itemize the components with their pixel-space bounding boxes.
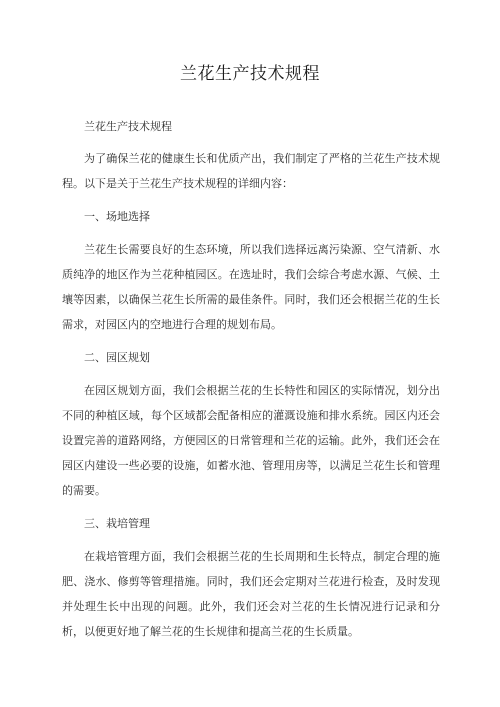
section-heading-cultivation-management: 三、栽培管理 <box>84 517 150 530</box>
cultivation-management-paragraph: 在栽培管理方面，我们会根据兰花的生长周期和生长特点，制定合理的施肥、浇水、修剪等管理措施。同时，我们还会定期对兰花进行检查，及时发现并处理生长中出现的问题。此外，我们还会对兰花的生长情况进行记录和分析，以便更好地了解兰花的生长规律和提高兰花的生长质量。 <box>62 550 440 638</box>
section-heading-site-selection: 一、场地选择 <box>84 210 150 223</box>
section-heading-park-planning: 二、园区规划 <box>84 351 150 364</box>
document-body <box>62 114 440 652</box>
park-planning-paragraph: 在园区规划方面，我们会根据兰花的生长特性和园区的实际情况，划分出不同的种植区域，每个区域都会配备相应的灌溉设施和排水系统。园区内还会设置完善的道路网络，方便园区的日常管理和兰花的运输。此外，我们还会在园区内建设一些必要的设施，如蓄水池、管理用房等，以满足兰花生长和管理的需要。 <box>62 384 440 497</box>
site-selection-paragraph: 兰花生长需要良好的生态环境，所以我们选择远离污染源、空气清新、水质纯净的地区作为兰花种植园区。在选址时，我们会综合考虑水源、气候、土壤等因素，以确保兰花生长所需的最佳条件。同时，我们还会根据兰花的生长需求，对园区内的空地进行合理的规划布局。 <box>62 243 440 331</box>
document-title: 兰花生产技术规程 <box>180 64 320 84</box>
subtitle-paragraph: 兰花生产技术规程 <box>84 120 172 133</box>
intro-paragraph: 为了确保兰花的健康生长和优质产出，我们制定了严格的兰花生产技术规程。以下是关于兰花生产技术规程的详细内容： <box>62 152 440 190</box>
